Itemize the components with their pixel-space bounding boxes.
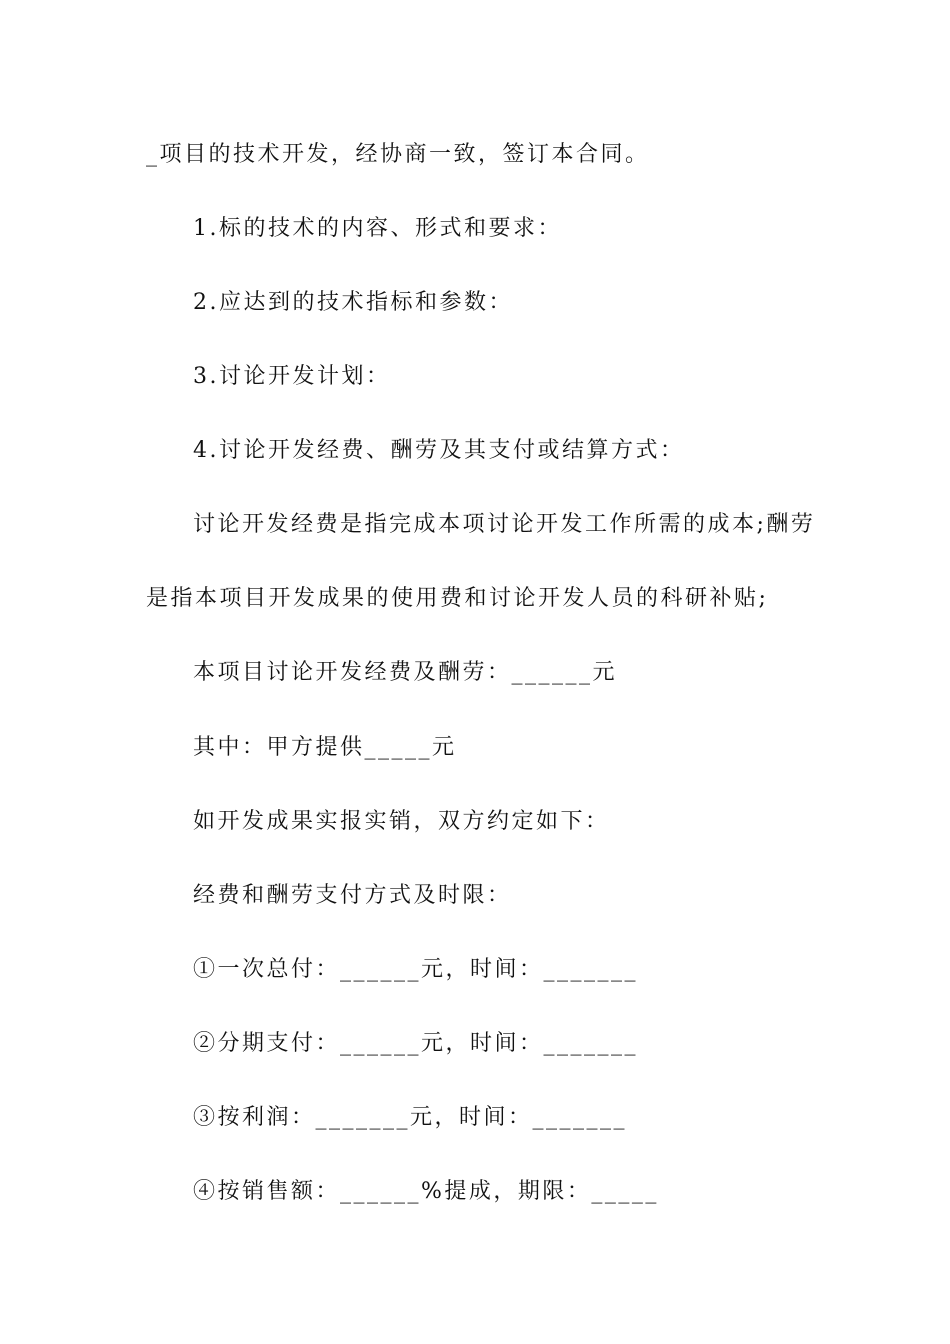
payment-option-profit: ③按利润：_______元，时间：_______ [193,1105,628,1130]
paragraph-funding-definition-line-2: 是指本项目开发成果的使用费和讨论开发人员的科研补贴; [146,586,769,611]
paragraph-item-3: 3.讨论开发计划： [193,364,391,389]
paragraph-payment-method: 经费和酬劳支付方式及时限： [193,883,512,908]
paragraph-party-a-provides: 其中：甲方提供_____元 [193,735,457,760]
paragraph-total-funding: 本项目讨论开发经费及酬劳：______元 [193,660,618,685]
paragraph-funding-definition-line-1: 讨论开发经费是指完成本项讨论开发工作所需的成本;酬劳 [193,512,816,537]
payment-option-sales: ④按销售额：______%提成，期限：_____ [193,1179,659,1204]
paragraph-reimbursement: 如开发成果实报实销，双方约定如下： [193,809,610,834]
payment-option-installments: ②分期支付：______元，时间：_______ [193,1031,639,1056]
paragraph-contract-intro: _项目的技术开发，经协商一致，签订本合同。 [146,142,650,167]
paragraph-item-2: 2.应达到的技术指标和参数： [193,290,513,315]
payment-option-lump-sum: ①一次总付：______元，时间：_______ [193,957,639,982]
paragraph-item-1: 1.标的技术的内容、形式和要求： [193,216,562,241]
paragraph-item-4: 4.讨论开发经费、酬劳及其支付或结算方式： [193,438,685,463]
